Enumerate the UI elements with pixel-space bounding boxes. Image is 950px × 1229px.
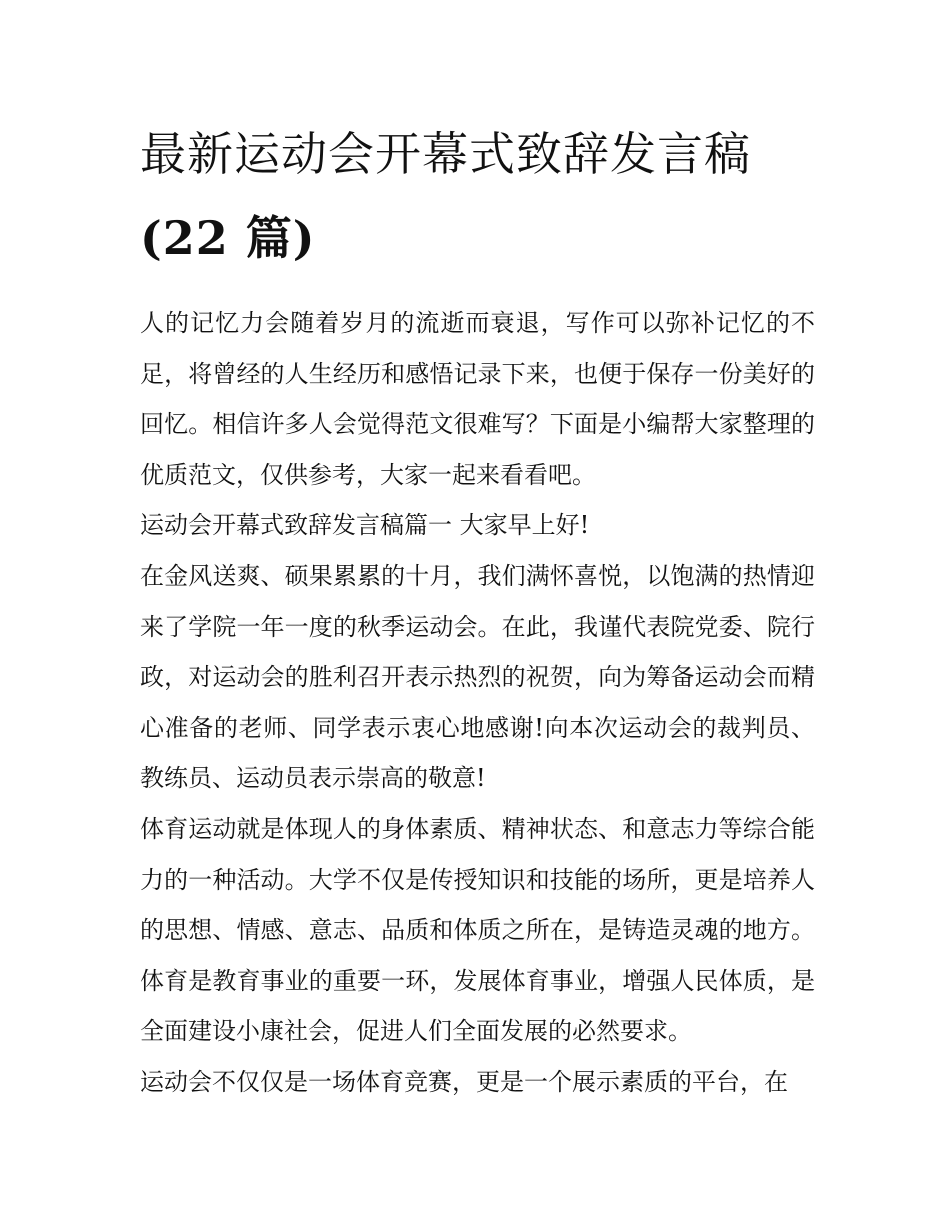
paragraph-section-heading: 运动会开幕式致辞发言稿篇一 大家早上好! — [140, 511, 590, 540]
paragraph-opening: 在金风送爽、硕果累累的十月，我们满怀喜悦，以饱满的热情迎来了学院一年一度的秋季运动会。在此，我谨代表院党委、院行政，对运动会的胜利召开表示热烈的祝贺，向为筹备运动会而精心准备的老师、同学表示衷心地感谢!向本次运动会的裁判员、教练员、运动员表示崇高的敬意! — [140, 561, 815, 793]
document-title-suffix: (22 篇) — [140, 211, 316, 265]
paragraph-intro: 人的记忆力会随着岁月的流逝而衰退，写作可以弥补记忆的不足，将曾经的人生经历和感悟记录下来，也便于保存一份美好的回忆。相信许多人会觉得范文很难写？下面是小编帮大家整理的优质范文，仅供参考，大家一起来看看吧。 — [140, 309, 815, 489]
paragraph-sports-meaning: 体育运动就是体现人的身体素质、精神状态、和意志力等综合能力的一种活动。大学不仅是传授知识和技能的场所，更是培养人的思想、情感、意志、品质和体质之所在，是铸造灵魂的地方。体育是教育事业的重要一环，发展体育事业，增强人民体质，是全面建设小康社会，促进人们全面发展的必然要求。 — [140, 814, 815, 1046]
paragraph-continued: 运动会不仅仅是一场体育竞赛，更是一个展示素质的平台，在 — [140, 1067, 788, 1096]
document-title-main: 最新运动会开幕式致辞发言稿 — [140, 127, 751, 181]
document-page — [140, 112, 815, 1108]
document-title — [140, 112, 815, 280]
